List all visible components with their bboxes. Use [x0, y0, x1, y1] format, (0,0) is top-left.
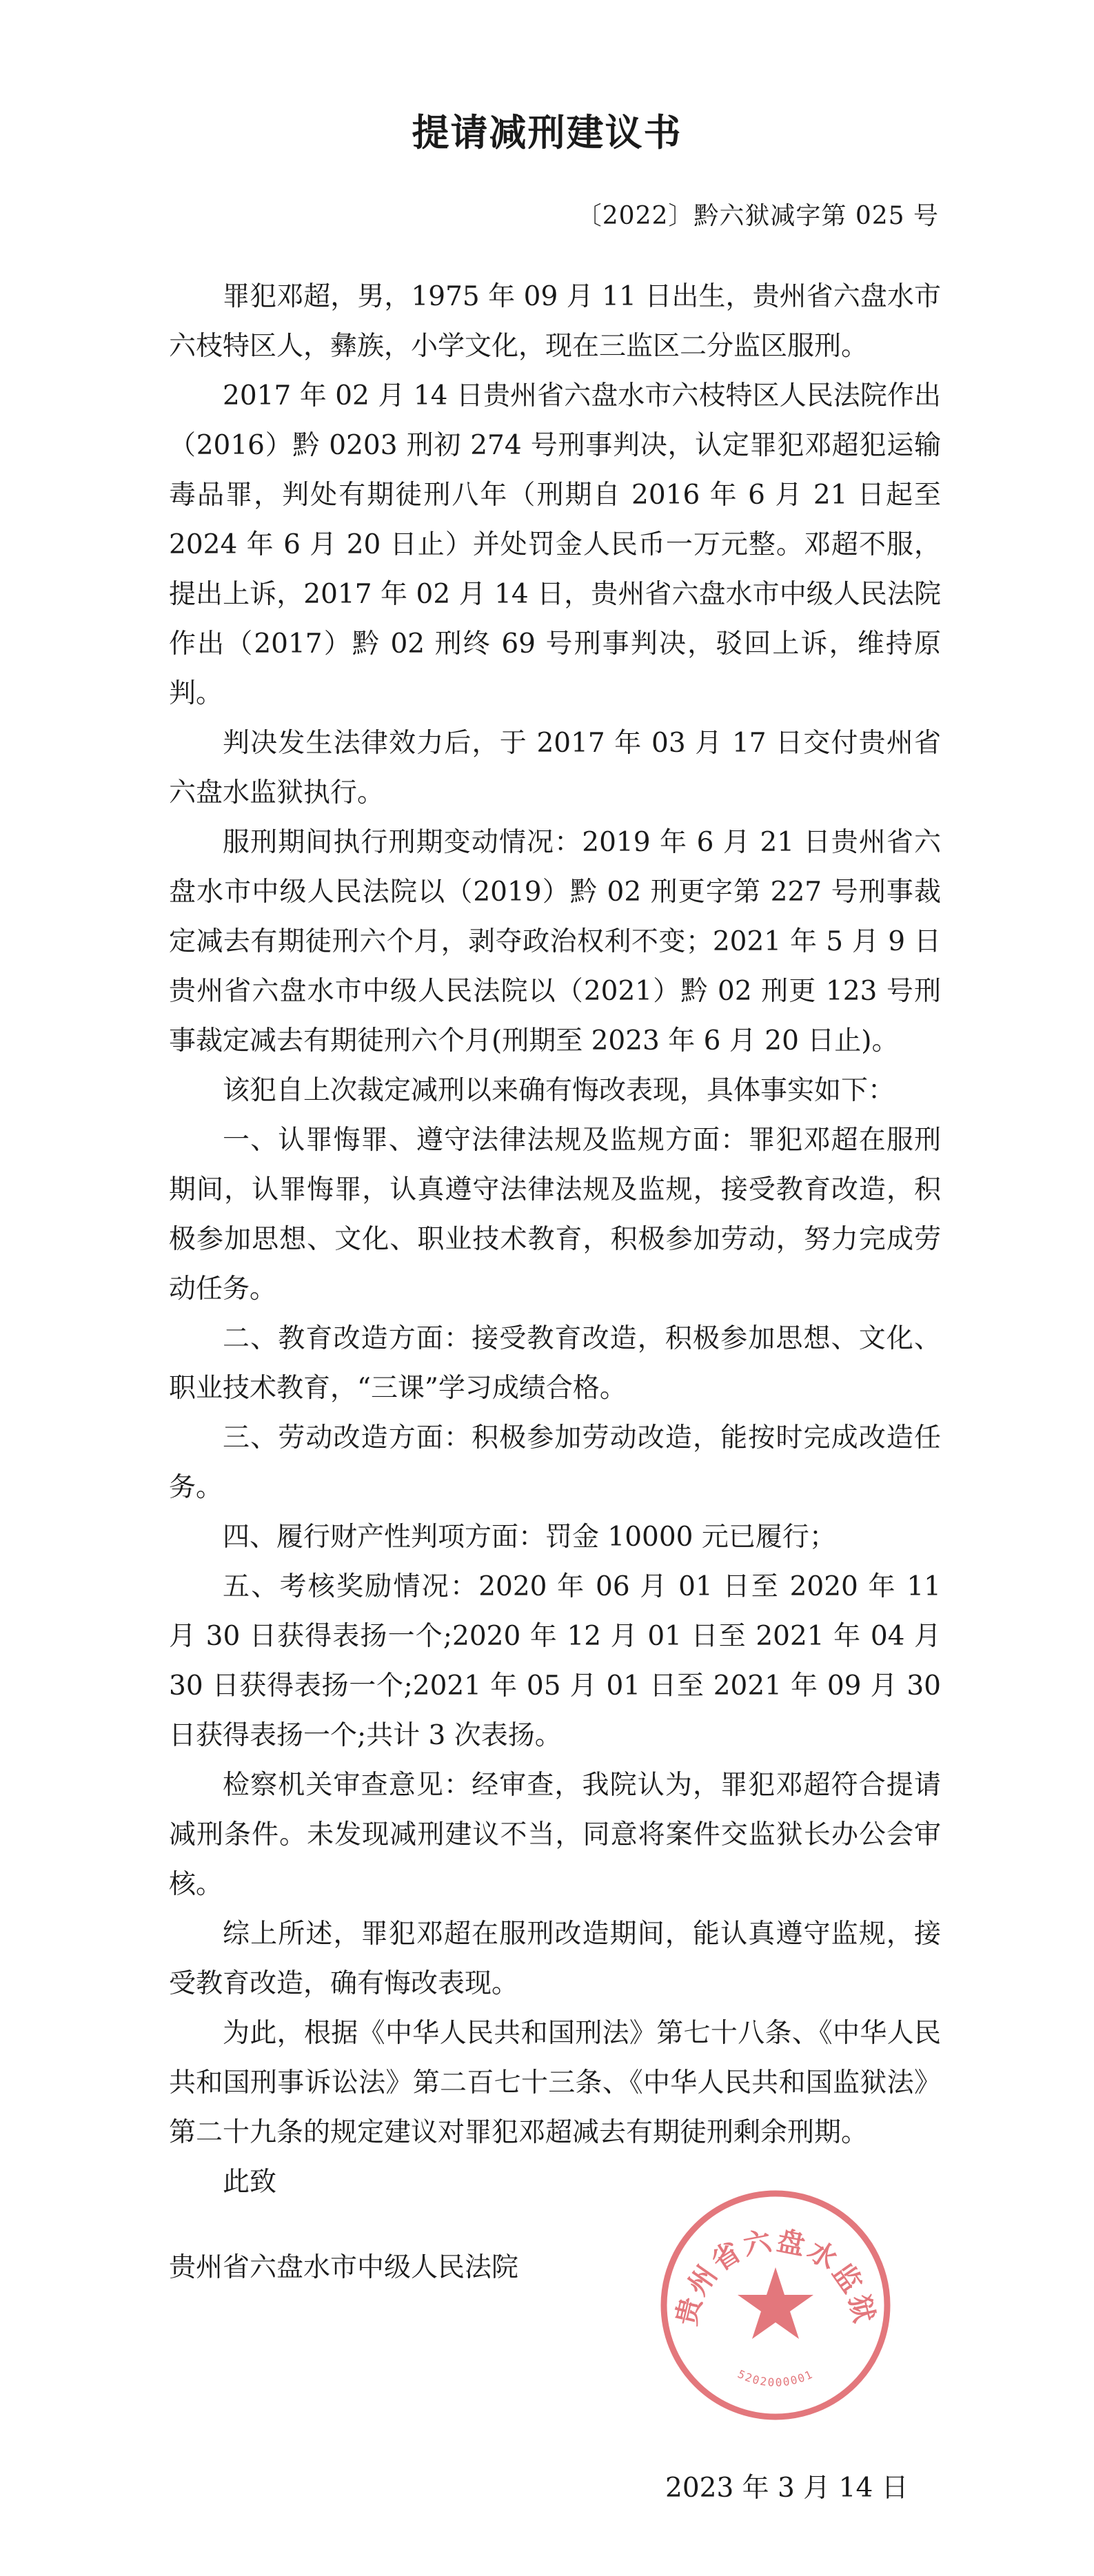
document-title: 提请减刑建议书: [412, 111, 682, 154]
document-date: 2023 年 3 月 14 日: [665, 2473, 909, 2504]
paragraph-fact-1: 一、认罪悔罪、遵守法律法规及监规方面：罪犯邓超在服刑期间，认罪悔罪，认真遵守法律法规及监规，接受教育改造，积极参加思想、文化、职业技术教育，积极参加劳动，努力完成劳动任务。: [169, 1125, 941, 1305]
paragraph-fact-4: 四、履行财产性判项方面：罚金 10000 元已履行；: [223, 1522, 836, 1553]
official-seal-stamp: [655, 2185, 896, 2426]
seal-code-text: 5202000001: [736, 2367, 816, 2389]
paragraph-fact-5: 五、考核奖励情况：2020 年 06 月 01 日至 2020 年 11 月 30 日获得表扬一个;2020 年 12 月 01 日至 2021 年 04 月 30 日获得表扬一个;2021 年 05 月 01 日至 2021 年 09 月 30 日获得表扬一个;共计 3 次表扬。: [169, 1571, 941, 1751]
seal-name-text: 贵州省六盘水监狱: [670, 2225, 881, 2329]
paragraph-facts-intro: 该犯自上次裁定减刑以来确有悔改表现，具体事实如下：: [223, 1075, 895, 1106]
paragraph-fact-2: 二、教育改造方面：接受教育改造，积极参加思想、文化、职业技术教育，“三课”学习成绩合格。: [169, 1323, 941, 1404]
paragraph-summary: 综上所述，罪犯邓超在服刑改造期间，能认真遵守监规，接受教育改造，确有悔改表现。: [169, 1919, 941, 1999]
paragraph-procuratorate-opinion: 检察机关审查意见：经审查，我院认为，罪犯邓超符合提请减刑条件。未发现减刑建议不当，同意将案件交监狱长办公会审核。: [169, 1770, 941, 1900]
paragraph-criminal-info: 罪犯邓超，男，1975 年 09 月 11 日出生，贵州省六盘水市六枝特区人，彝族，小学文化，现在三监区二分监区服刑。: [169, 281, 941, 362]
document-body: [169, 272, 941, 2207]
paragraph-sentence-changes: 服刑期间执行刑期变动情况：2019 年 6 月 21 日贵州省六盘水市中级人民法院以（2019）黔 02 刑更字第 227 号刑事裁定减去有期徒刑六个月，剥夺政治权利不变；2021 年 5 月 9 日贵州省六盘水市中级人民法院以（2021）黔 02 刑更 123 号刑事裁定减去有期徒刑六个月(刑期至 2023 年 6 月 20 日止)。: [169, 827, 941, 1056]
paragraph-salutation: 此致: [223, 2167, 277, 2198]
paragraph-first-judgment: 2017 年 02 月 14 日贵州省六盘水市六枝特区人民法院作出（2016）黔 0203 刑初 274 号刑事判决，认定罪犯邓超犯运输毒品罪，判处有期徒刑八年（刑期自 2016 年 6 月 21 日起至 2024 年 6 月 20 日止）并处罚金人民币一万元整。邓超不服，提出上诉，2017 年 02 月 14 日，贵州省六盘水市中级人民法院作出（2017）黔 02 刑终 69 号刑事判决，驳回上诉，维持原判。: [169, 380, 941, 709]
seal-star-icon: [738, 2267, 813, 2339]
paragraph-fact-3: 三、劳动改造方面：积极参加劳动改造，能按时完成改造任务。: [169, 1422, 941, 1503]
paragraph-execution: 判决发生法律效力后，于 2017 年 03 月 17 日交付贵州省六盘水监狱执行。: [169, 728, 941, 808]
paragraph-legal-basis: 为此，根据《中华人民共和国刑法》第七十八条、《中华人民共和国刑事诉讼法》第二百七十三条、《中华人民共和国监狱法》第二十九条的规定建议对罪犯邓超减去有期徒刑剩余刑期。: [169, 2018, 941, 2148]
recipient-court: 贵州省六盘水市中级人民法院: [169, 2252, 519, 2283]
document-number: 〔2022〕黔六狱减字第 025 号: [576, 202, 939, 230]
